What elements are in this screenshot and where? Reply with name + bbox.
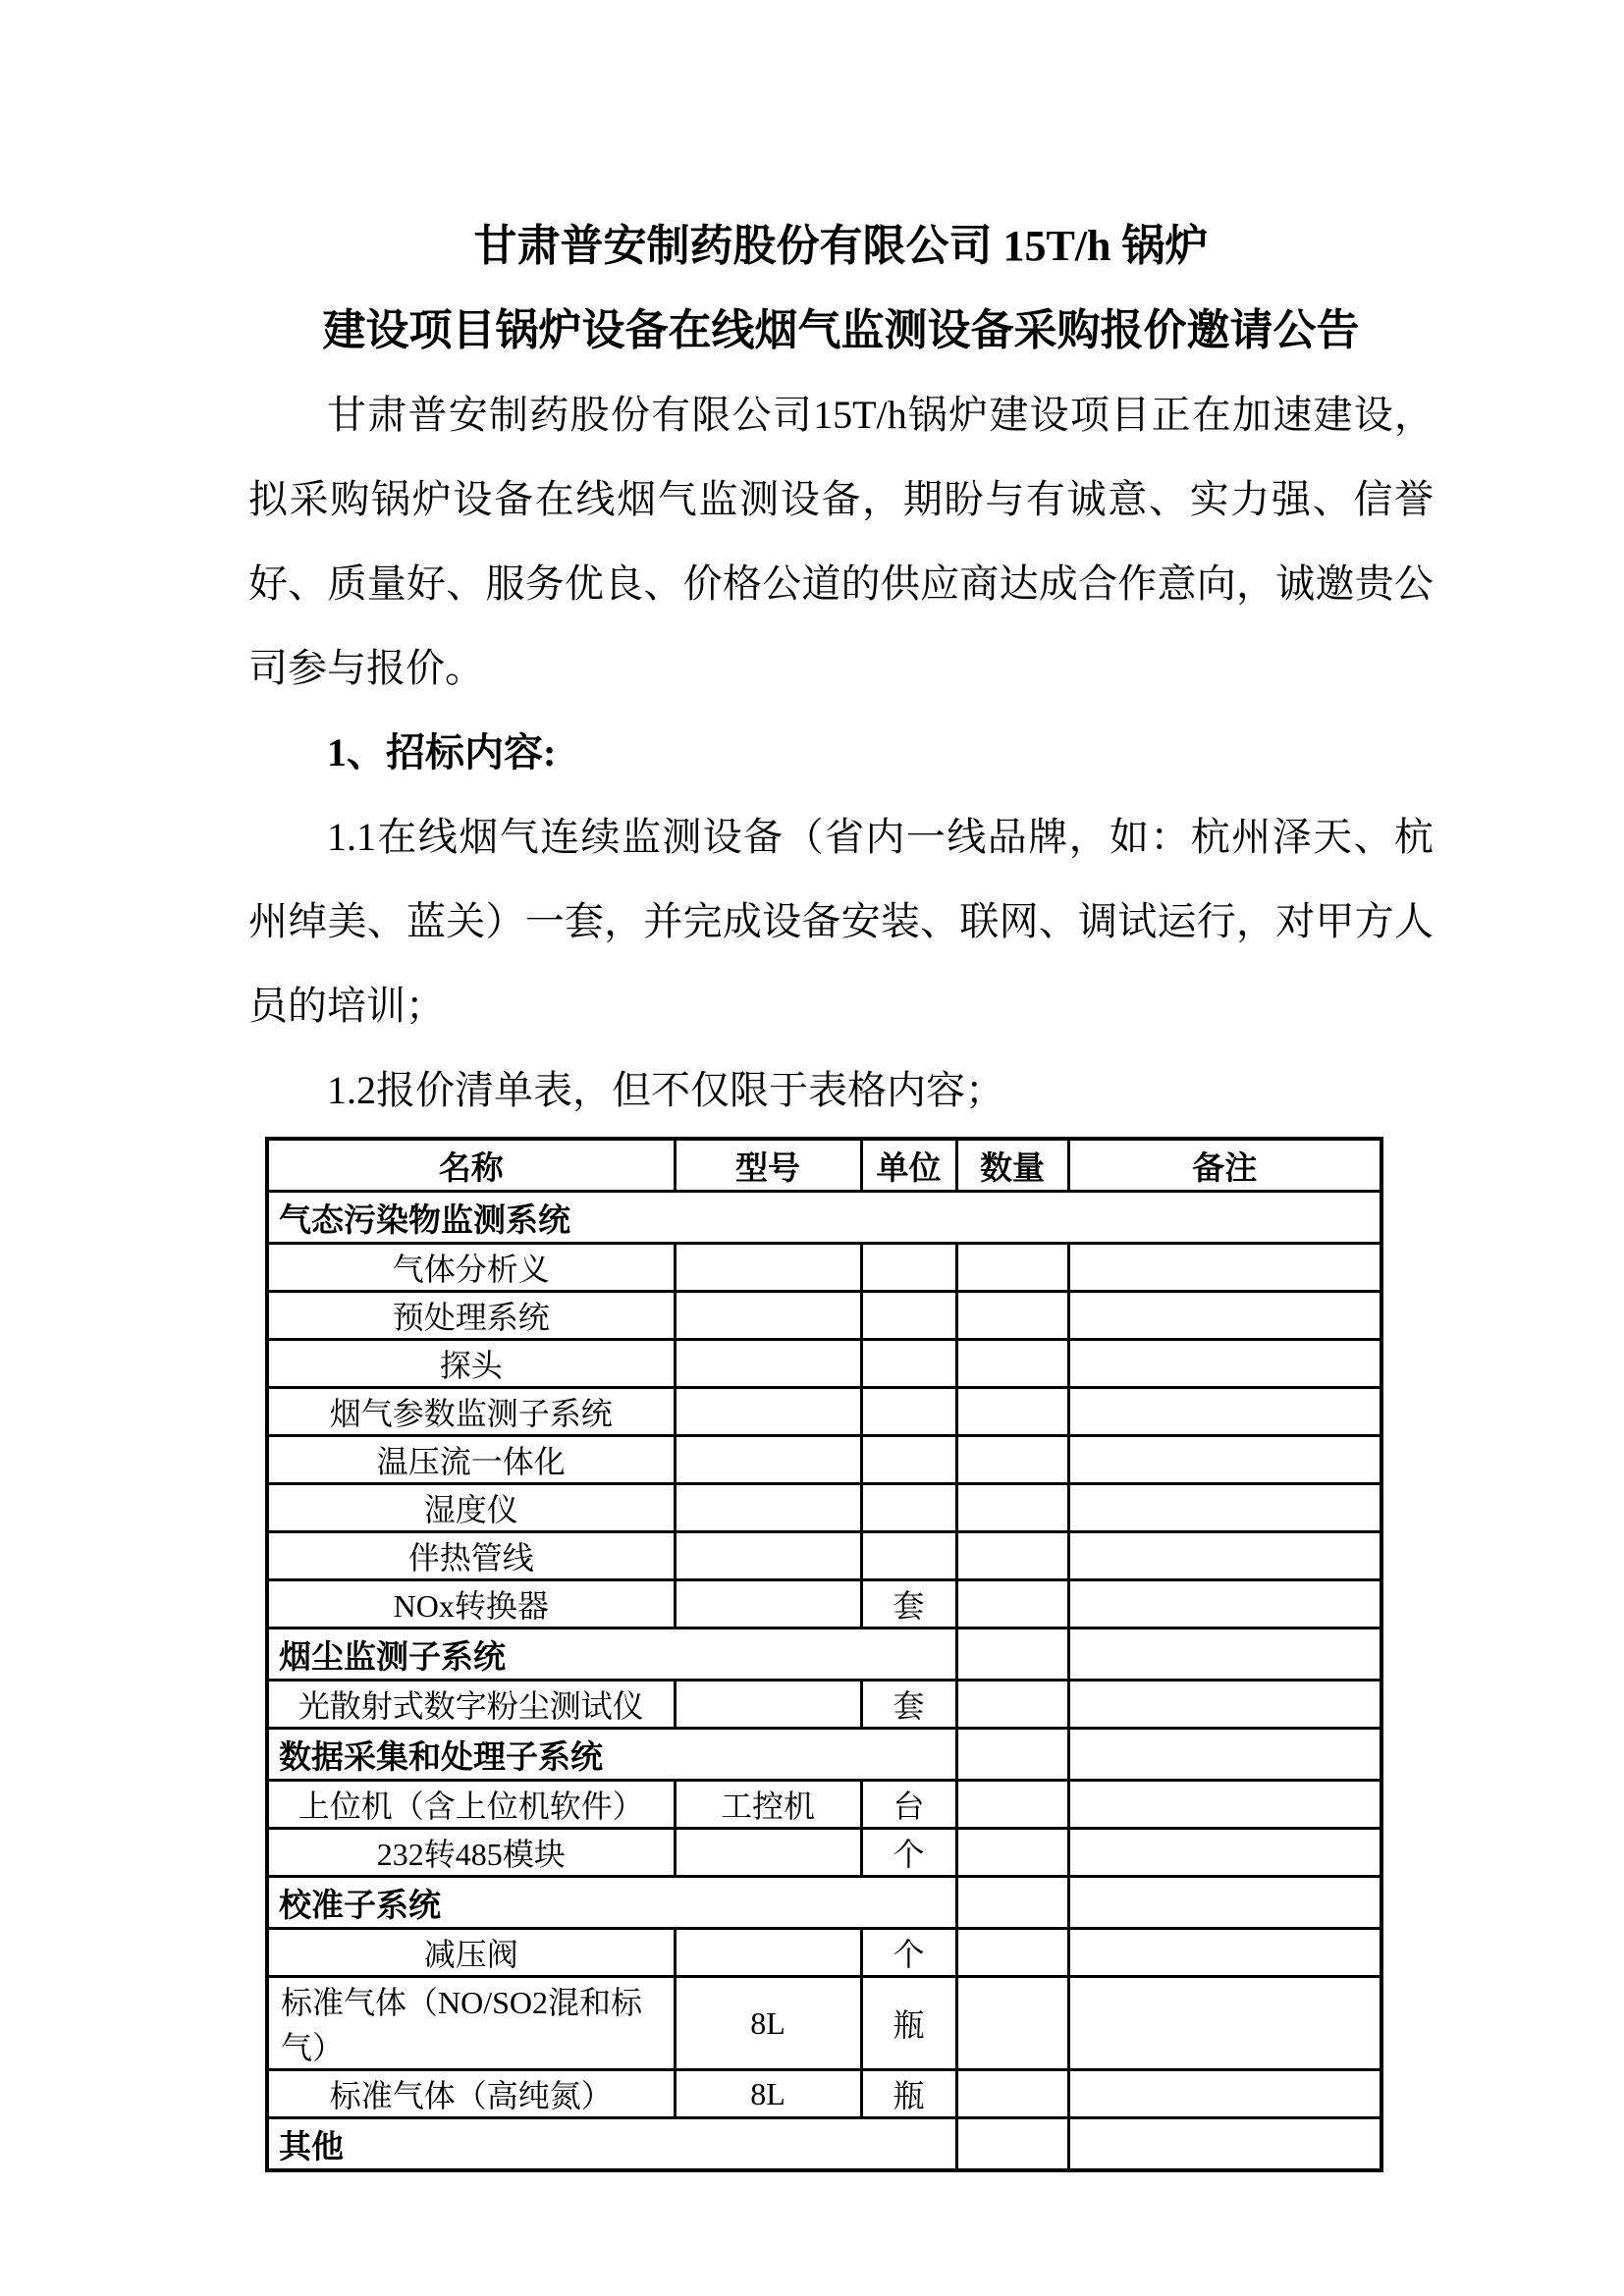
table-cell: 个 — [861, 1829, 956, 1877]
table-cell — [956, 1340, 1068, 1388]
table-cell — [956, 1929, 1068, 1977]
table-cell — [1068, 1781, 1381, 1829]
table-cell: 光散射式数字粉尘测试仪 — [267, 1681, 675, 1729]
table-cell — [956, 1829, 1068, 1877]
document-page — [248, 204, 1434, 2172]
table-cell — [956, 1629, 1068, 1681]
table-cell — [1068, 1629, 1381, 1681]
table-cell — [675, 1436, 861, 1484]
section-heading-1: 1、招标内容: — [327, 730, 557, 774]
table-section-row — [267, 1729, 1381, 1781]
table-cell: 套 — [861, 1580, 956, 1629]
table-cell — [1068, 1877, 1381, 1929]
table-cell: 气体分析义 — [267, 1244, 675, 1292]
table-header-cell: 备注 — [1068, 1139, 1381, 1192]
table-cell — [1068, 1436, 1381, 1484]
table-cell: 探头 — [267, 1340, 675, 1388]
table-cell — [861, 1532, 956, 1580]
table-item-row — [267, 2070, 1381, 2118]
table-cell: 其他 — [267, 2118, 956, 2171]
table-cell — [956, 1436, 1068, 1484]
intro-paragraph: 甘肃普安制药股份有限公司15T/h锅炉建设项目正在加速建设，拟采购锅炉设备在线烟气监测设备，期盼与有诚意、实力强、信誉好、质量好、服务优良、价格公道的供应商达成合作意向，诚邀贵公司参与报价。 — [248, 393, 1434, 690]
table-cell: 减压阀 — [267, 1929, 675, 1977]
table-header-cell: 单位 — [861, 1139, 956, 1192]
table-cell — [956, 1532, 1068, 1580]
table-cell — [1068, 1929, 1381, 1977]
table-cell: 8L — [675, 2070, 861, 2118]
table-cell — [1068, 1977, 1381, 2070]
table-cell — [1068, 1340, 1381, 1388]
table-cell: 气态污染物监测系统 — [267, 1192, 1381, 1244]
table-cell — [1068, 1681, 1381, 1729]
table-cell — [861, 1388, 956, 1436]
table-cell: 数据采集和处理子系统 — [267, 1729, 956, 1781]
table-cell: 台 — [861, 1781, 956, 1829]
table-cell — [956, 1681, 1068, 1729]
table-item-row — [267, 1781, 1381, 1829]
table-cell: 校准子系统 — [267, 1877, 956, 1929]
table-cell: 上位机（含上位机软件） — [267, 1781, 675, 1829]
table-header-row — [267, 1139, 1381, 1192]
table-section-row — [267, 1877, 1381, 1929]
table-cell: 伴热管线 — [267, 1532, 675, 1580]
table-cell — [861, 1244, 956, 1292]
table-item-row — [267, 1929, 1381, 1977]
table-item-row — [267, 1829, 1381, 1877]
paragraph-item-1-1: 1.1在线烟气连续监测设备（省内一线品牌，如：杭州泽天、杭州绰美、蓝关）一套，并完成设备安装、联网、调试运行，对甲方人员的培训； — [248, 815, 1434, 1028]
document-title-line1: 甘肃普安制药股份有限公司 15T/h 锅炉 — [473, 222, 1209, 270]
table-cell — [675, 1292, 861, 1340]
table-item-row — [267, 1977, 1381, 2070]
table-cell — [675, 1388, 861, 1436]
table-item-row — [267, 1681, 1381, 1729]
table-cell — [675, 1929, 861, 1977]
table-cell — [1068, 1532, 1381, 1580]
table-item-row — [267, 1340, 1381, 1388]
table-item-row — [267, 1244, 1381, 1292]
table-cell: 烟气参数监测子系统 — [267, 1388, 675, 1436]
table-cell — [956, 1781, 1068, 1829]
table-cell — [1068, 1244, 1381, 1292]
table-cell — [1068, 1292, 1381, 1340]
table-item-row — [267, 1436, 1381, 1484]
table-cell: 标准气体（高纯氮） — [267, 2070, 675, 2118]
table-cell — [1068, 2118, 1381, 2171]
table-cell — [1068, 1484, 1381, 1532]
table-cell — [1068, 1580, 1381, 1629]
table-cell — [861, 1484, 956, 1532]
quote-table-head — [267, 1139, 1381, 1192]
paragraph-item-1-2: 1.2报价清单表，但不仅限于表格内容； — [327, 1068, 1004, 1112]
table-cell — [1068, 1829, 1381, 1877]
table-cell — [675, 1829, 861, 1877]
document-title-line2: 建设项目锅炉设备在线烟气监测设备采购报价邀请公告 — [322, 306, 1360, 354]
table-cell — [675, 1244, 861, 1292]
table-cell — [956, 1580, 1068, 1629]
table-cell — [861, 1292, 956, 1340]
table-header-cell: 数量 — [956, 1139, 1068, 1192]
table-cell — [956, 1388, 1068, 1436]
table-cell — [1068, 1388, 1381, 1436]
table-section-row — [267, 2118, 1381, 2171]
table-cell: 8L — [675, 1977, 861, 2070]
quote-table-body — [267, 1192, 1381, 2171]
table-cell: 个 — [861, 1929, 956, 1977]
table-cell: 工控机 — [675, 1781, 861, 1829]
table-header-cell: 名称 — [267, 1139, 675, 1192]
table-cell — [956, 2070, 1068, 2118]
table-item-row — [267, 1292, 1381, 1340]
table-cell — [1068, 2070, 1381, 2118]
table-cell — [861, 1340, 956, 1388]
table-cell — [956, 1484, 1068, 1532]
table-cell: 瓶 — [861, 1977, 956, 2070]
table-cell: 套 — [861, 1681, 956, 1729]
table-cell — [675, 1532, 861, 1580]
table-cell: NOx转换器 — [267, 1580, 675, 1629]
table-cell — [956, 2118, 1068, 2171]
table-cell: 瓶 — [861, 2070, 956, 2118]
table-item-row — [267, 1388, 1381, 1436]
table-header-cell: 型号 — [675, 1139, 861, 1192]
table-cell — [956, 1977, 1068, 2070]
table-item-row — [267, 1484, 1381, 1532]
table-cell: 烟尘监测子系统 — [267, 1629, 956, 1681]
table-section-row — [267, 1192, 1381, 1244]
table-cell — [861, 1436, 956, 1484]
table-cell: 预处理系统 — [267, 1292, 675, 1340]
table-cell — [675, 1340, 861, 1388]
table-item-row — [267, 1532, 1381, 1580]
table-cell — [675, 1681, 861, 1729]
table-cell — [956, 1292, 1068, 1340]
table-cell: 标准气体（NO/SO2混和标 气） — [267, 1977, 675, 2070]
table-section-row — [267, 1629, 1381, 1681]
table-cell — [956, 1244, 1068, 1292]
table-cell: 温压流一体化 — [267, 1436, 675, 1484]
table-cell — [956, 1877, 1068, 1929]
table-cell: 232转485模块 — [267, 1829, 675, 1877]
table-cell: 湿度仪 — [267, 1484, 675, 1532]
quote-table — [265, 1137, 1383, 2172]
table-item-row — [267, 1580, 1381, 1629]
table-cell — [675, 1580, 861, 1629]
table-cell — [1068, 1729, 1381, 1781]
table-cell — [956, 1729, 1068, 1781]
table-cell — [675, 1484, 861, 1532]
